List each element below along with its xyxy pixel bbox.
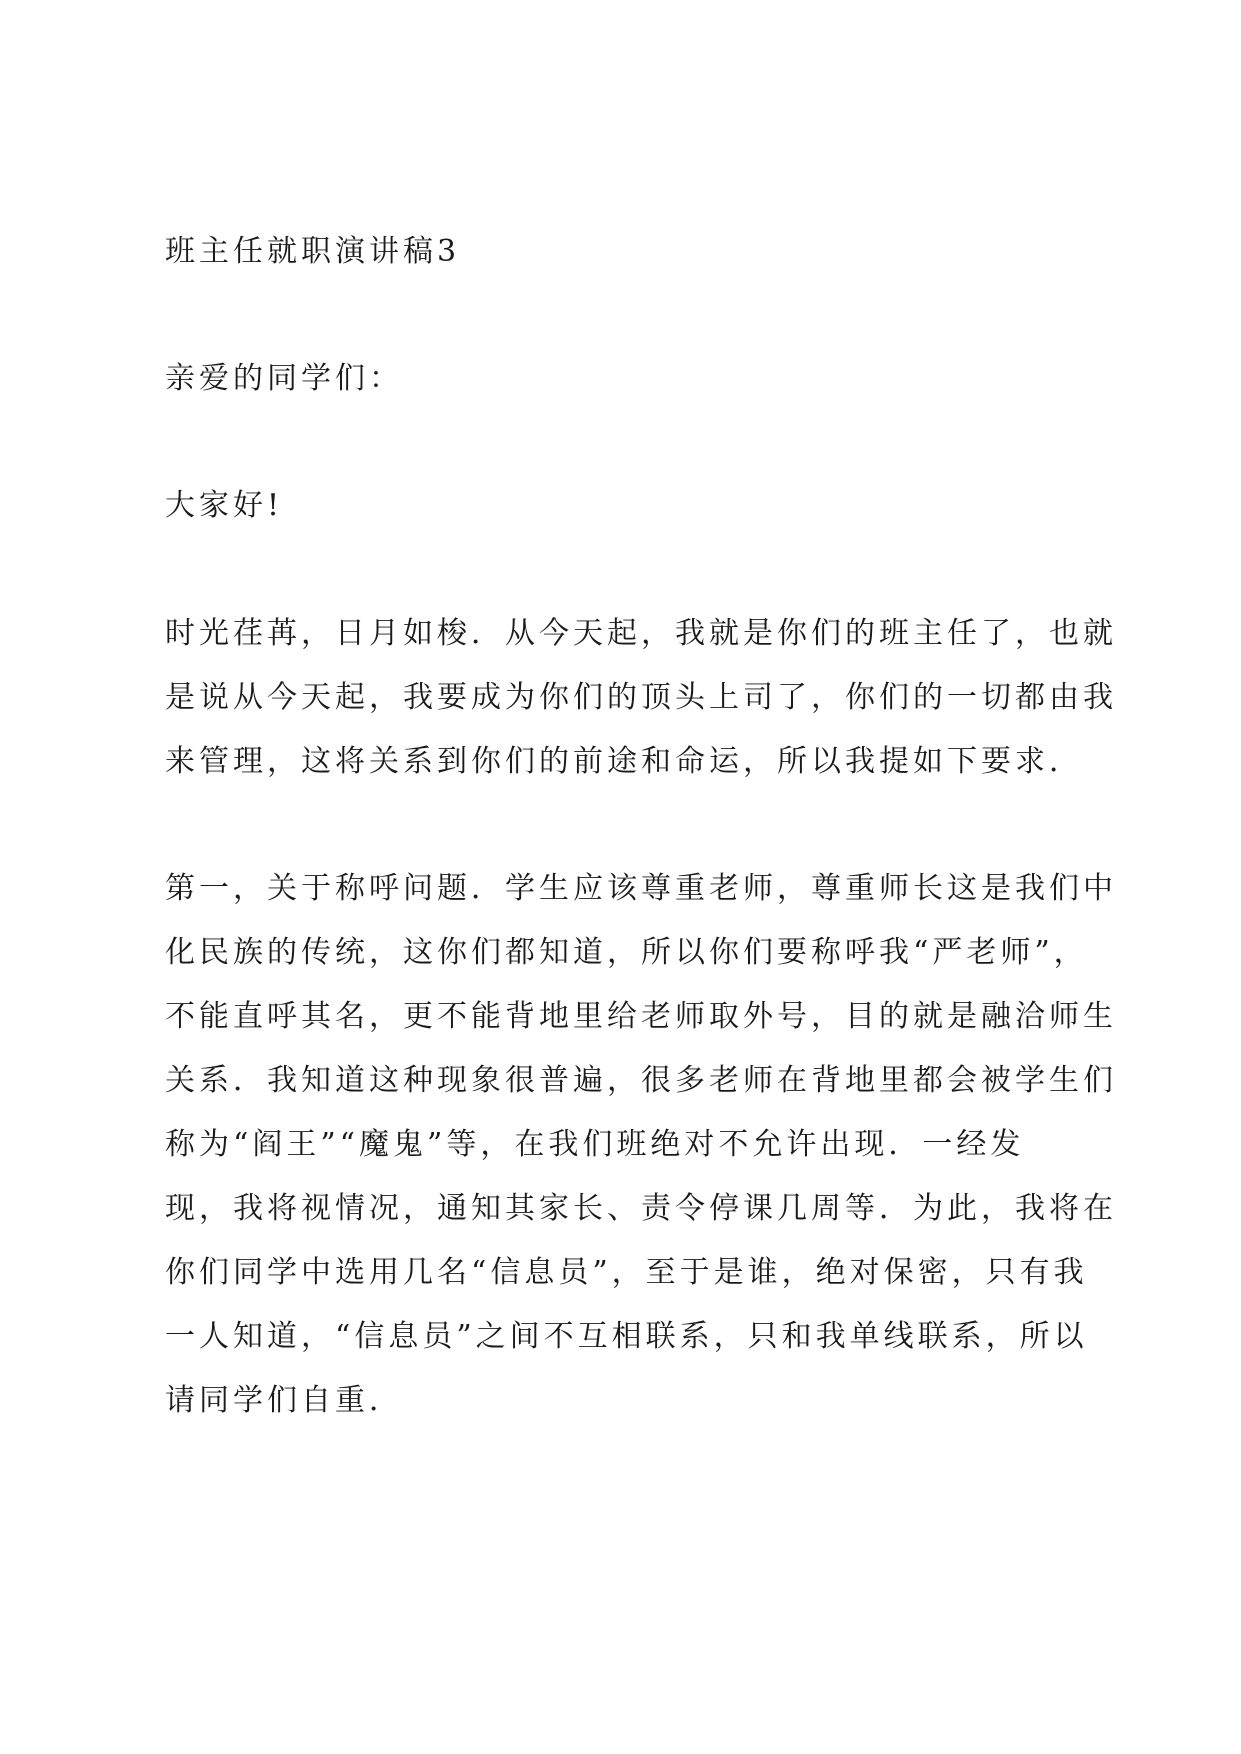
paragraph-line: 不能直呼其名，更不能背地里给老师取外号，目的就是融洽师生 [165,999,1117,1034]
paragraph-line: 你们同学中选用几名“信息员”，至于是谁，绝对保密，只有我 [165,1255,1088,1290]
salutation [165,347,1095,411]
paragraph-2 [165,857,1117,1433]
greeting-text: 大家好! [165,488,284,523]
greeting [165,474,1095,538]
document-title [165,220,1095,284]
paragraph-line: 是说从今天起，我要成为你们的顶头上司了，你们的一切都由我 [165,680,1117,715]
paragraph-1 [165,602,1117,794]
paragraph-line: 请同学们自重． [165,1383,403,1418]
paragraph-line: 时光荏苒，日月如梭．从今天起，我就是你们的班主任了，也就 [165,616,1117,651]
salutation-text: 亲爱的同学们： [165,361,403,396]
title-text: 班主任就职演讲稿3 [165,234,461,269]
paragraph-line: 现，我将视情况，通知其家长、责令停课几周等．为此，我将在 [165,1191,1117,1226]
paragraph-line: 称为“阎王”“魔鬼”等，在我们班绝对不允许出现．一经发 [165,1127,1025,1162]
paragraph-line: 来管理，这将关系到你们的前途和命运，所以我提如下要求． [165,744,1083,779]
paragraph-line: 一人知道，“信息员”之间不互相联系，只和我单线联系，所以 [165,1319,1088,1354]
paragraph-line: 关系．我知道这种现象很普遍，很多老师在背地里都会被学生们 [165,1063,1117,1098]
paragraph-line: 第一，关于称呼问题．学生应该尊重老师，尊重师长这是我们中 [165,871,1117,906]
paragraph-line: 化民族的传统，这你们都知道，所以你们要称呼我“严老师”， [165,935,1088,970]
